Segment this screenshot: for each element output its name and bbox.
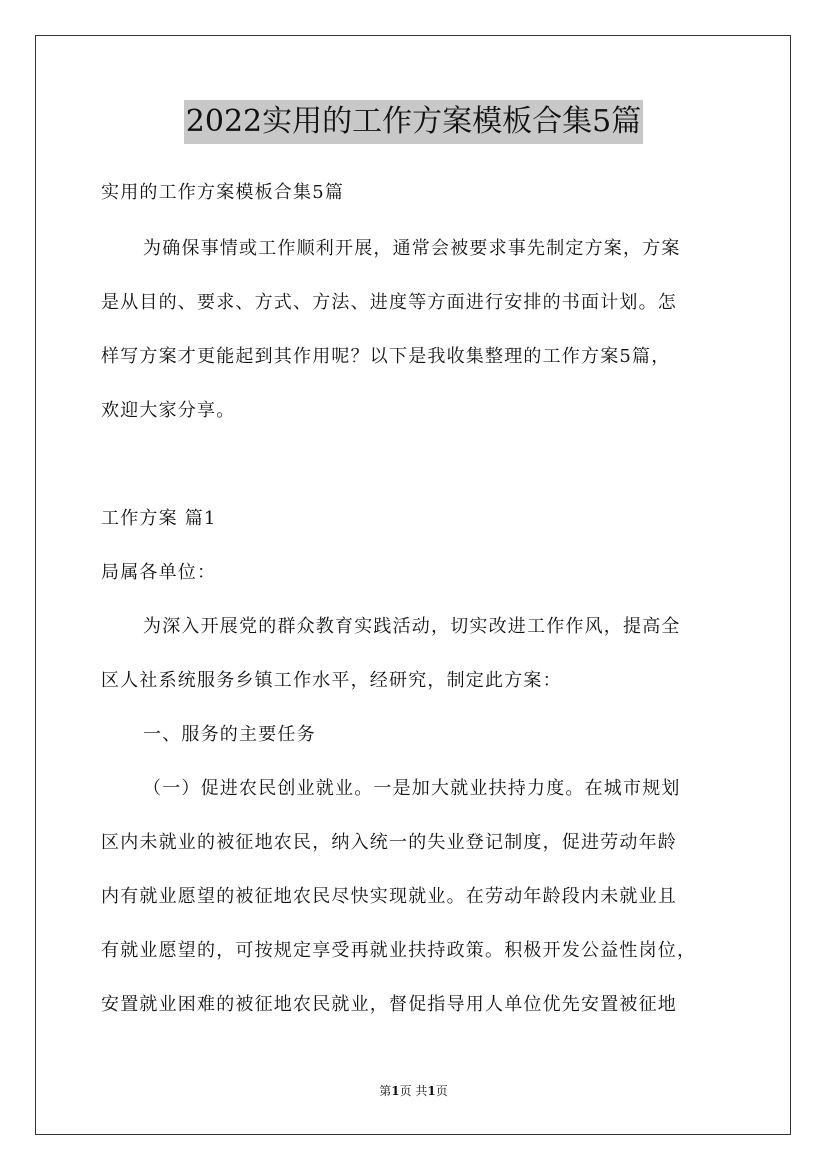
paragraph-line: 样写方案才更能起到其作用呢？以下是我收集整理的工作方案5篇， <box>101 346 671 367</box>
page-footer <box>0 1083 827 1099</box>
paragraph-line: 内有就业愿望的被征地农民尽快实现就业。在劳动年龄段内未就业且 <box>101 886 677 907</box>
salutation-line: 局属各单位： <box>101 562 217 583</box>
paragraph-line: 是从目的、要求、方式、方法、进度等方面进行安排的书面计划。怎 <box>101 292 677 313</box>
current-page-number: 1 <box>391 1084 400 1098</box>
section-heading: 工作方案 篇1 <box>101 508 217 529</box>
subtitle-line: 实用的工作方案模板合集5篇 <box>101 182 345 203</box>
paragraph-line: 区人社系统服务乡镇工作水平，经研究，制定此方案： <box>101 670 562 691</box>
title-container <box>0 100 827 144</box>
paragraph-line: 有就业愿望的，可按规定享受再就业扶持政策。积极开发公益性岗位， <box>101 940 697 961</box>
paragraph-line: 为确保事情或工作顺利开展，通常会被要求事先制定方案，方案 <box>143 238 681 259</box>
paragraph-line: 欢迎大家分享。 <box>101 400 236 421</box>
page-number-prefix: 第 <box>379 1084 392 1098</box>
paragraph-line: 为深入开展党的群众教育实践活动，切实改进工作作风，提高全 <box>143 616 681 637</box>
paragraph-line: 安置就业困难的被征地农民就业，督促指导用人单位优先安置被征地 <box>101 994 677 1015</box>
paragraph-line: 区内未就业的被征地农民，纳入统一的失业登记制度，促进劳动年龄 <box>101 832 677 853</box>
page-number-suffix: 页 <box>435 1084 448 1098</box>
paragraph-line: （一）促进农民创业就业。一是加大就业扶持力度。在城市规划 <box>143 778 681 799</box>
subsection-heading: 一、服务的主要任务 <box>143 724 316 745</box>
document-title: 2022实用的工作方案模板合集5篇 <box>184 100 643 144</box>
page-number-mid: 页 共 <box>399 1084 428 1098</box>
total-page-number: 1 <box>427 1084 436 1098</box>
